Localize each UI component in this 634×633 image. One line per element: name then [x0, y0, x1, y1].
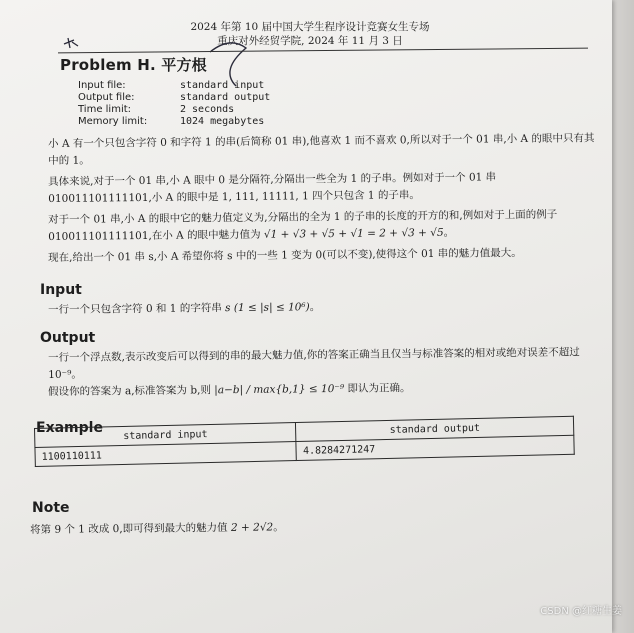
output-text: 假设你的答案为 a,标准答案为 b,则 — [48, 384, 215, 398]
csdn-watermark: CSDN @红糖生姜 — [540, 606, 622, 617]
limit-value: 2 seconds — [180, 104, 235, 115]
statement-paragraph-2: 具体来说,对于一个 01 串,小 A 眼中 0 是分隔符,分隔出一些全为 1 的子串。例如对于一个 01 串 010011101111101,小 A 的眼中是 1, 111, 11111, 1 四个只包含 1 的子串。 — [48, 171, 497, 205]
sample-input-cell: 1100110111 — [35, 442, 297, 467]
limit-label: Memory limit: — [78, 116, 148, 127]
problem-title: Problem H. 平方根 — [60, 56, 207, 74]
limit-label: Output file: — [78, 92, 135, 103]
output-heading: Output — [40, 330, 96, 346]
limit-label: Input file: — [78, 80, 126, 91]
note-heading: Note — [32, 500, 70, 516]
limit-row — [78, 116, 270, 128]
limit-value: 1024 megabytes — [180, 116, 265, 127]
statement-paragraph-4: 现在,给出一个 01 串 s,小 A 希望你将 s 中的一些 1 变为 0(可以不变),使得这个 01 串的魅力值最大。 — [48, 247, 522, 264]
limit-row — [78, 92, 270, 104]
limit-row — [78, 104, 270, 116]
limit-row — [78, 80, 270, 92]
note-formula: 2 + 2√2 — [230, 521, 274, 534]
statement-text: 。 — [443, 226, 455, 239]
contest-title: 2024 年第 10 届中国大学生程序设计竞赛女生专场 — [190, 21, 430, 33]
output-text: 即认为正确。 — [344, 382, 411, 395]
problem-limits — [78, 80, 270, 128]
statement-paragraph-3 — [48, 206, 596, 246]
output-description: 一行一个浮点数,表示改变后可以得到的串的最大魅力值,你的答案正确当且仅当与标准答案的相对或绝对误差不超过 10⁻⁹。 — [48, 346, 580, 381]
example-table — [34, 416, 575, 467]
example-heading: Example — [36, 420, 103, 436]
input-text: 。 — [309, 301, 321, 314]
input-description — [48, 296, 596, 319]
input-constraint-formula: s (1 ≤ |s| ≤ 10⁶) — [225, 301, 310, 315]
limit-value: standard output — [180, 92, 271, 103]
statement-text: 对于一个 01 串,小 A 的眼中它的魅力值定义为,分隔出的全为 1 的子串的长度的开方的和,例如对于上面的例子 010011101111101,在小 A 的眼中魅力值为 — [48, 208, 558, 243]
input-text: 一行一个只包含字符 0 和 1 的字符串 — [48, 302, 226, 316]
note-body: 。 — [273, 521, 284, 534]
limit-label: Time limit: — [78, 104, 132, 115]
error-tolerance-formula: |a−b| / max{b,1} ≤ 10⁻⁹ — [214, 382, 345, 397]
contest-venue-date: 重庆对外经贸学院, 2024 年 11 月 3 日 — [217, 35, 403, 47]
column-header-input: standard input — [35, 423, 297, 448]
note-text — [30, 516, 578, 539]
charm-value-formula: √1 + √3 + √5 + √1 = 2 + √3 + √5 — [263, 226, 444, 241]
statement-paragraph-1: 小 A 有一个只包含字符 0 和字符 1 的串(后简称 01 串),他喜欢 1 而不喜欢 0,所以对于一个 01 串,小 A 的眼中只有其中的 1。 — [48, 132, 595, 167]
note-body: 将第 9 个 1 改成 0,即可得到最大的魅力值 — [30, 521, 232, 536]
input-heading: Input — [40, 282, 82, 298]
column-header-output: standard output — [296, 416, 574, 441]
limit-value: standard input — [180, 80, 265, 91]
sample-output-cell: 4.8284271247 — [296, 435, 574, 460]
